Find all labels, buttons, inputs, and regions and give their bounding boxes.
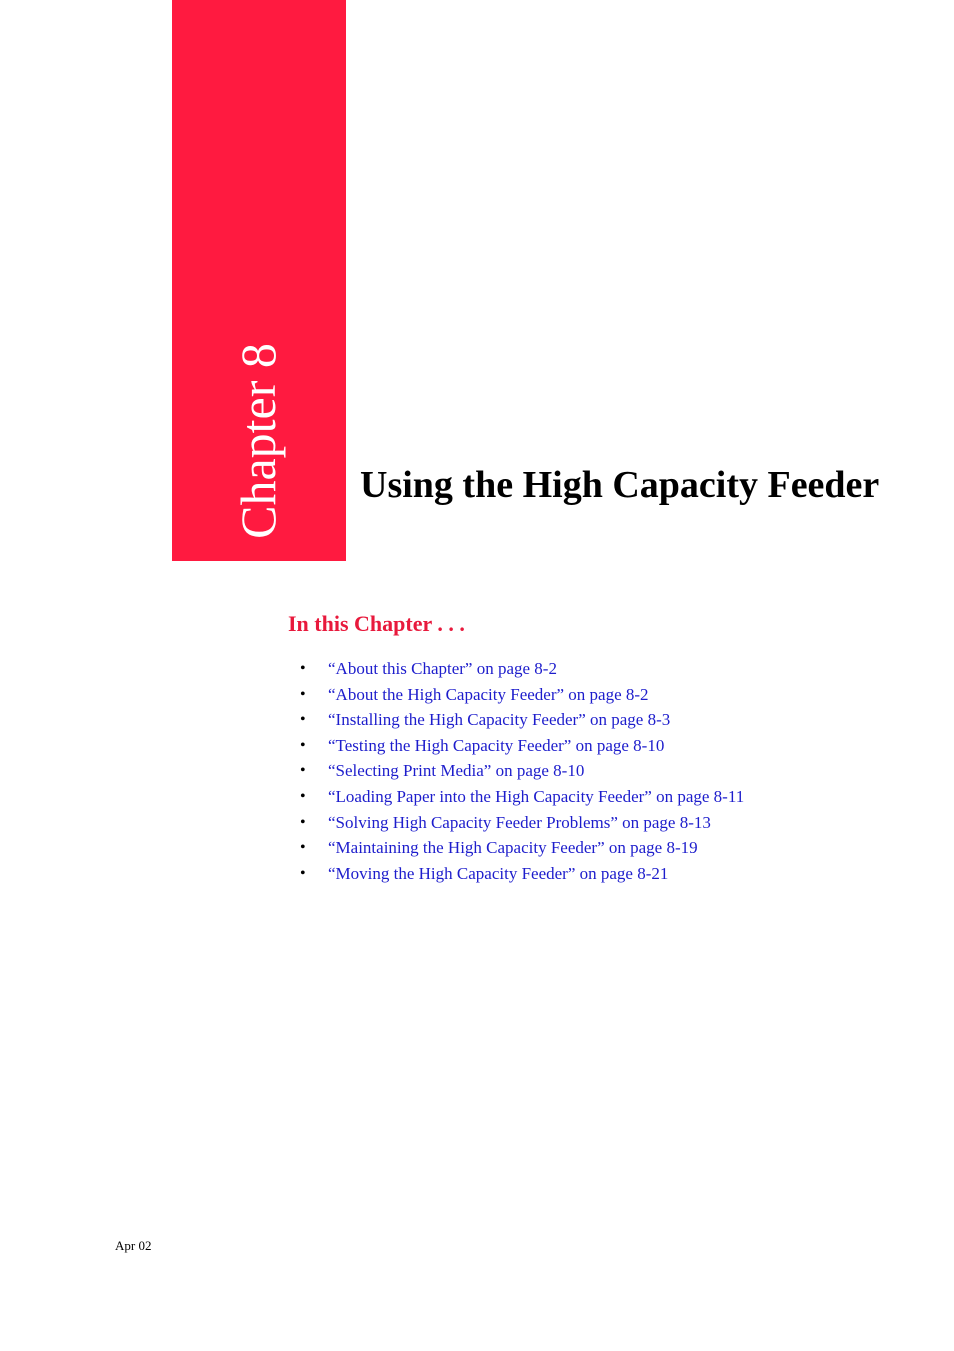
toc-link-solving-problems[interactable]: “Solving High Capacity Feeder Problems” on page 8-13	[328, 812, 711, 832]
bullet: •	[300, 685, 306, 703]
in-this-chapter-heading: In this Chapter . . .	[288, 611, 465, 636]
toc-link-loading-paper[interactable]: “Loading Paper into the High Capacity Feeder” on page 8-11	[328, 786, 745, 806]
bullet: •	[300, 660, 306, 677]
footer-date: Apr 02	[115, 1238, 152, 1253]
bullet: •	[300, 864, 306, 882]
bullet: •	[300, 711, 306, 729]
toc-link-about-this-chapter[interactable]: “About this Chapter” on page 8-2	[328, 659, 557, 678]
bullet: •	[300, 762, 306, 780]
bullet: •	[300, 736, 306, 754]
chapter-title: Using the High Capacity Feeder	[360, 464, 880, 506]
bullet: •	[300, 787, 306, 805]
bullet: •	[300, 813, 306, 831]
toc-link-testing-hcf[interactable]: “Testing the High Capacity Feeder” on page 8-10	[328, 735, 665, 755]
toc-link-installing-hcf[interactable]: “Installing the High Capacity Feeder” on page 8-3	[328, 710, 671, 730]
toc-link-maintaining-hcf[interactable]: “Maintaining the High Capacity Feeder” on page 8-19	[328, 838, 698, 858]
bullet: •	[300, 839, 306, 857]
chapter-number-label: Chapter 8	[230, 343, 286, 539]
toc-link-about-hcf[interactable]: “About the High Capacity Feeder” on page 8-2	[328, 684, 649, 704]
toc-link-moving-hcf[interactable]: “Moving the High Capacity Feeder” on page 8-21	[328, 863, 669, 883]
toc-link-selecting-media[interactable]: “Selecting Print Media” on page 8-10	[328, 761, 585, 781]
